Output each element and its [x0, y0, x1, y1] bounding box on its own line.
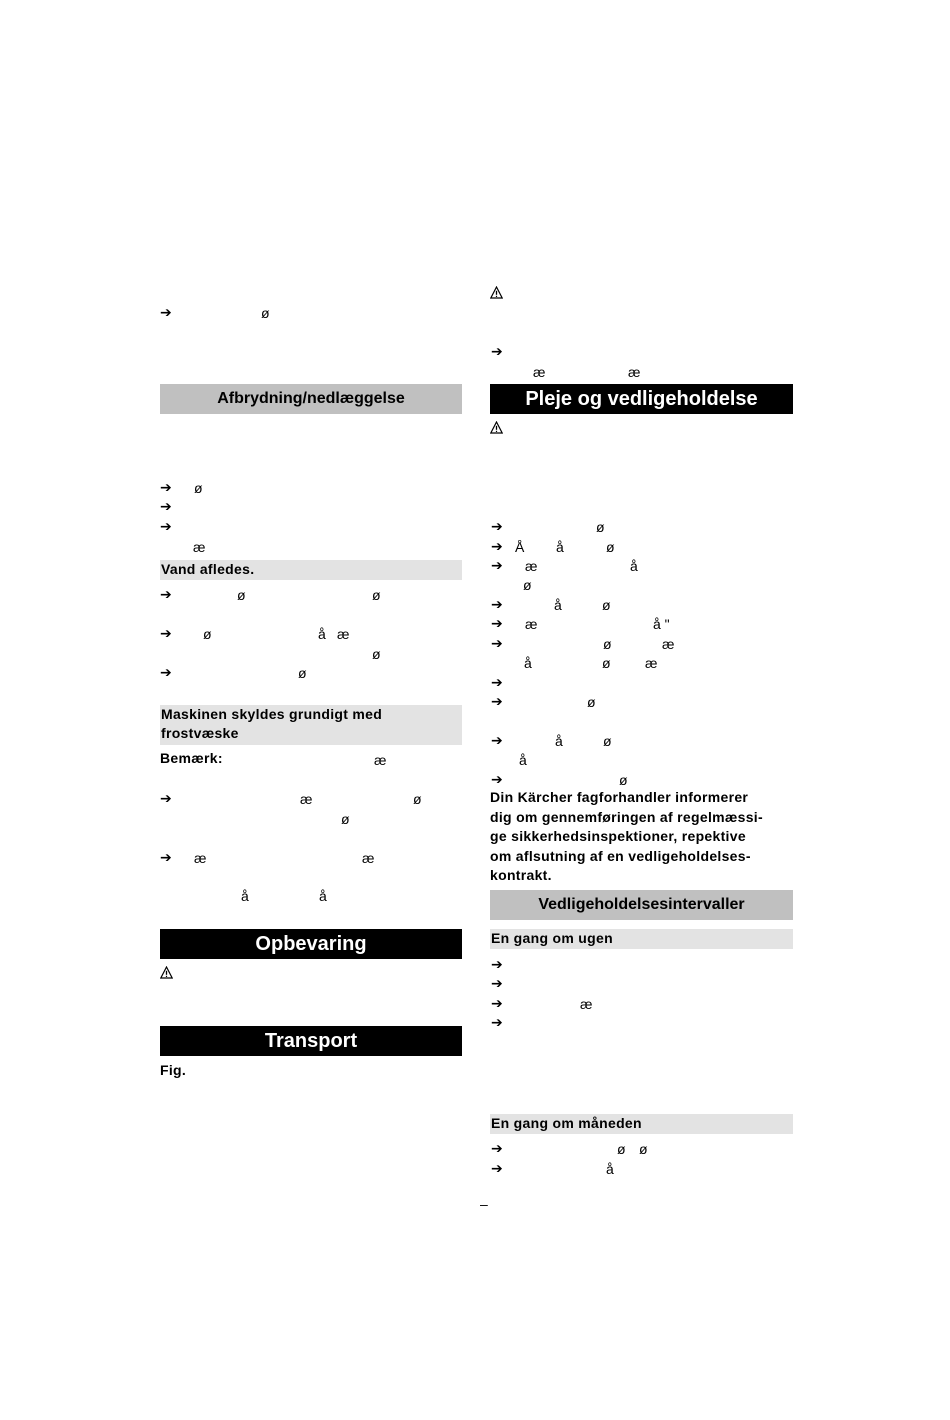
- text-fragment: æ: [525, 616, 538, 632]
- text-fragment: å: [318, 626, 326, 642]
- heading-opbevaring: Opbevaring: [160, 929, 462, 959]
- heading-en-gang-om-ugen: En gang om ugen: [490, 929, 793, 949]
- arrow-right-icon: ➔: [491, 674, 503, 690]
- text-fragment: å: [241, 888, 249, 904]
- dealer-text-line: dig om gennemføringen af regelmæssi-: [490, 808, 763, 825]
- text-fragment: æ: [580, 996, 593, 1012]
- text-fragment: å: [319, 888, 327, 904]
- arrow-right-icon: ➔: [491, 975, 503, 991]
- arrow-right-icon: ➔: [160, 518, 172, 534]
- text-fragment: æ: [300, 791, 313, 807]
- dealer-text-line: kontrakt.: [490, 867, 552, 883]
- arrow-right-icon: ➔: [160, 664, 172, 680]
- text-fragment: æ: [194, 850, 207, 866]
- heading-vand-afledes: Vand afledes.: [160, 560, 462, 580]
- arrow-right-icon: ➔: [160, 304, 172, 320]
- warning-triangle-icon: [160, 966, 173, 979]
- arrow-right-icon: ➔: [160, 849, 172, 865]
- text-fragment: å: [606, 1161, 614, 1177]
- arrow-right-icon: ➔: [491, 343, 503, 359]
- text-fragment: ø: [602, 597, 611, 613]
- text-fragment: å ": [653, 616, 670, 632]
- text-fragment: å: [630, 558, 638, 574]
- arrow-right-icon: ➔: [491, 1014, 503, 1030]
- text-fragment: ø: [617, 1141, 626, 1157]
- text-fragment: ø: [603, 636, 612, 652]
- arrow-right-icon: ➔: [491, 771, 503, 787]
- dealer-text-line: ge sikkerhedsinspektioner, repektive: [490, 828, 746, 844]
- heading-afbrydning: Afbrydning/nedlæggelse: [160, 384, 462, 414]
- text-fragment: ø: [341, 811, 350, 827]
- fig-label: Fig.: [160, 1062, 187, 1078]
- text-fragment: ø: [194, 480, 203, 496]
- arrow-right-icon: ➔: [491, 538, 503, 554]
- text-fragment: æ: [193, 539, 206, 555]
- text-fragment: æ: [662, 636, 675, 652]
- text-fragment: ø: [261, 305, 270, 321]
- text-fragment: æ: [628, 364, 641, 380]
- text-fragment: æ: [645, 655, 658, 671]
- text-fragment: å: [524, 655, 532, 671]
- text-fragment: ø: [203, 626, 212, 642]
- arrow-right-icon: ➔: [491, 596, 503, 612]
- text-fragment: æ: [525, 558, 538, 574]
- text-fragment: ø: [298, 665, 307, 681]
- text-fragment: ø: [523, 577, 532, 593]
- text-fragment: ø: [237, 587, 246, 603]
- page-footer-mark: –: [480, 1196, 488, 1212]
- text-fragment: æ: [362, 850, 375, 866]
- arrow-right-icon: ➔: [491, 557, 503, 573]
- text-fragment: ø: [602, 655, 611, 671]
- heading-pleje-og-vedligeholdelse: Pleje og vedligeholdelse: [490, 384, 793, 414]
- text-fragment: ø: [603, 733, 612, 749]
- text-fragment: å: [519, 752, 527, 768]
- text-fragment: å: [554, 597, 562, 613]
- arrow-right-icon: ➔: [491, 1140, 503, 1156]
- arrow-right-icon: ➔: [160, 498, 172, 514]
- text-fragment: å: [555, 733, 563, 749]
- arrow-right-icon: ➔: [160, 586, 172, 602]
- warning-triangle-icon: [490, 286, 503, 299]
- arrow-right-icon: ➔: [491, 732, 503, 748]
- heading-transport: Transport: [160, 1026, 462, 1056]
- text-fragment: ø: [639, 1141, 648, 1157]
- arrow-right-icon: ➔: [491, 518, 503, 534]
- warning-triangle-icon: [490, 421, 503, 434]
- arrow-right-icon: ➔: [160, 790, 172, 806]
- text-fragment: å: [556, 539, 564, 555]
- heading-vedligeholdelsesintervaller: Vedligeholdelsesintervaller: [490, 890, 793, 920]
- text-fragment: ø: [587, 694, 596, 710]
- text-fragment: Å: [515, 539, 525, 555]
- text-fragment: æ: [337, 626, 350, 642]
- dealer-text-line: Din Kärcher fagforhandler informerer: [490, 789, 749, 805]
- arrow-right-icon: ➔: [160, 479, 172, 495]
- heading-line: frostvæske: [161, 725, 239, 741]
- arrow-right-icon: ➔: [491, 615, 503, 631]
- text-fragment: ø: [372, 587, 381, 603]
- text-fragment: ø: [372, 646, 381, 662]
- text-fragment: æ: [533, 364, 546, 380]
- text-fragment: ø: [619, 772, 628, 788]
- arrow-right-icon: ➔: [160, 625, 172, 641]
- arrow-right-icon: ➔: [491, 995, 503, 1011]
- heading-line: Maskinen skyldes grundigt med: [161, 706, 383, 722]
- dealer-text-line: om aflsutning af en vedligeholdelses-: [490, 847, 751, 864]
- arrow-right-icon: ➔: [491, 635, 503, 651]
- arrow-right-icon: ➔: [491, 956, 503, 972]
- text-fragment: ø: [413, 791, 422, 807]
- dealer-info-text: [490, 788, 795, 886]
- arrow-right-icon: ➔: [491, 1160, 503, 1176]
- heading-en-gang-om-maaneden: En gang om måneden: [490, 1114, 793, 1134]
- text-fragment: æ: [374, 752, 387, 768]
- text-fragment: ø: [596, 519, 605, 535]
- bemaerk-label: Bemærk:: [160, 750, 223, 766]
- arrow-right-icon: ➔: [491, 693, 503, 709]
- text-fragment: ø: [606, 539, 615, 555]
- heading-maskinen-skyldes: [160, 705, 462, 745]
